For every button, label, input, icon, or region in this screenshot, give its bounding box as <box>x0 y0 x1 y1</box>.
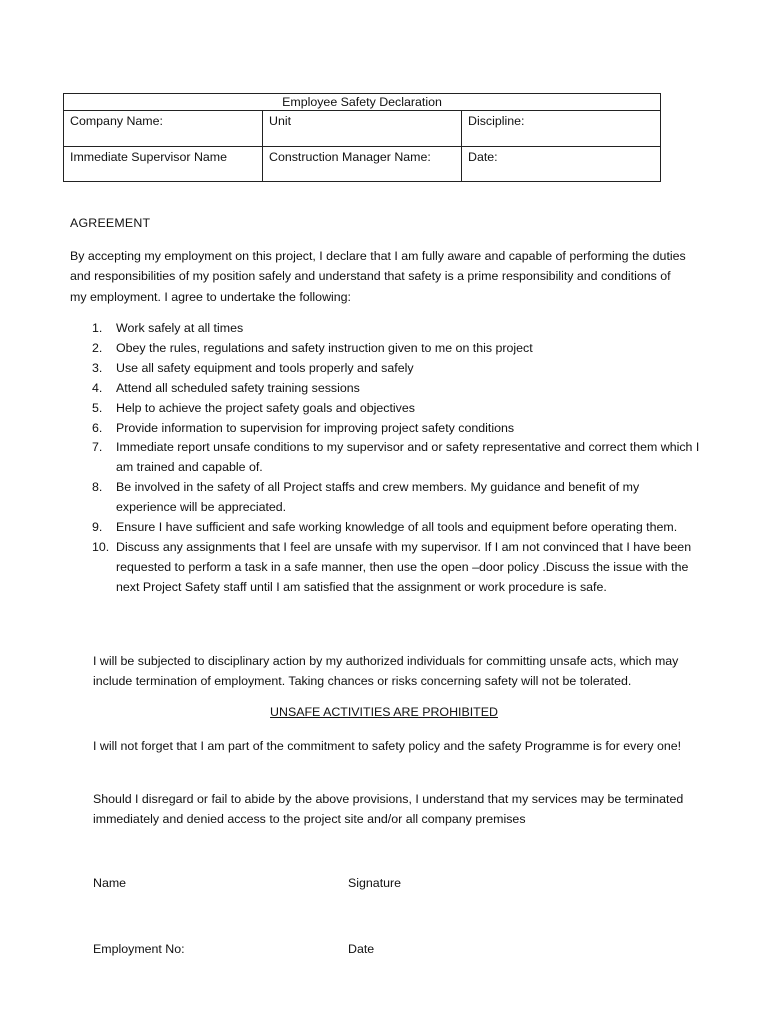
item-number: 8. <box>92 480 103 495</box>
list-item <box>92 379 702 399</box>
unit-field: Unit <box>263 111 462 147</box>
signature-label: Signature <box>348 876 402 890</box>
prohibited-heading: UNSAFE ACTIVITIES ARE PROHIBITED <box>270 705 498 719</box>
list-item <box>92 518 702 538</box>
item-text: Ensure I have sufficient and safe working knowledge of all tools and equipment before operating them. <box>116 520 678 535</box>
agreement-intro: By accepting my employment on this project, I declare that I am fully aware and capable of performing the duties and responsibilities of my position safely and understand that safety is a prime responsibility and conditions of my employment. I agree to undertake the following: <box>70 249 686 304</box>
form-title: Employee Safety Declaration <box>64 94 661 111</box>
list-item <box>92 399 702 419</box>
date-label: Date <box>348 942 375 956</box>
item-text: Discuss any assignments that I feel are unsafe with my supervisor. If I am not convinced that I have been requested to perform a task in a safe manner, then use the open –door policy .Discuss the issue with the next Project Safety staff until I am satisfied that the assignment or work procedure is safe. <box>116 539 692 594</box>
item-text: Be involved in the safety of all Project staffs and crew members. My guidance and benefit of my experience will be appreciated. <box>116 480 640 515</box>
item-text: Help to achieve the project safety goals and objectives <box>116 400 415 415</box>
item-text: Attend all scheduled safety training sessions <box>116 380 360 395</box>
list-item <box>92 478 702 518</box>
list-item <box>92 359 702 379</box>
item-text: Immediate report unsafe conditions to my supervisor and or safety representative and correct them which I am trained and capable of. <box>116 440 700 475</box>
company-name-field: Company Name: <box>64 111 263 147</box>
item-text: Obey the rules, regulations and safety instruction given to me on this project <box>116 340 533 355</box>
item-number: 6. <box>92 420 103 435</box>
name-label: Name <box>93 876 127 890</box>
item-text: Use all safety equipment and tools properly and safely <box>116 360 414 375</box>
item-number: 4. <box>92 380 103 395</box>
supervisor-name-field: Immediate Supervisor Name <box>64 147 263 182</box>
list-item <box>92 438 702 478</box>
item-number: 2. <box>92 340 103 355</box>
employment-no-label: Employment No: <box>93 942 185 956</box>
item-number: 7. <box>92 440 103 455</box>
obligations-list <box>92 319 702 598</box>
construction-manager-field: Construction Manager Name: <box>263 147 462 182</box>
item-text: Provide information to supervision for improving project safety conditions <box>116 420 515 435</box>
item-number: 9. <box>92 520 103 535</box>
declaration-header-table <box>63 93 661 182</box>
list-item <box>92 319 702 339</box>
discipline-field: Discipline: <box>462 111 661 147</box>
item-number: 10. <box>92 539 110 554</box>
agreement-heading: AGREEMENT <box>70 216 151 230</box>
list-item <box>92 339 702 359</box>
item-number: 3. <box>92 360 103 375</box>
item-number: 1. <box>92 321 103 335</box>
prohibited-heading-row <box>0 705 768 719</box>
item-text: Work safely at all times <box>116 321 244 335</box>
date-field: Date: <box>462 147 661 182</box>
item-number: 5. <box>92 400 103 415</box>
commitment-statement: I will not forget that I am part of the commitment to safety policy and the safety Programme is for every one! <box>93 739 682 753</box>
disciplinary-statement: I will be subjected to disciplinary action by my authorized individuals for committing unsafe acts, which may include termination of employment. Taking chances or risks concerning safety will not be tolerated. <box>93 654 679 689</box>
list-item <box>92 538 702 598</box>
consequence-statement: Should I disregard or fail to abide by the above provisions, I understand that my services may be terminated immediately and denied access to the project site and/or all company premises <box>93 792 684 827</box>
list-item <box>92 419 702 439</box>
